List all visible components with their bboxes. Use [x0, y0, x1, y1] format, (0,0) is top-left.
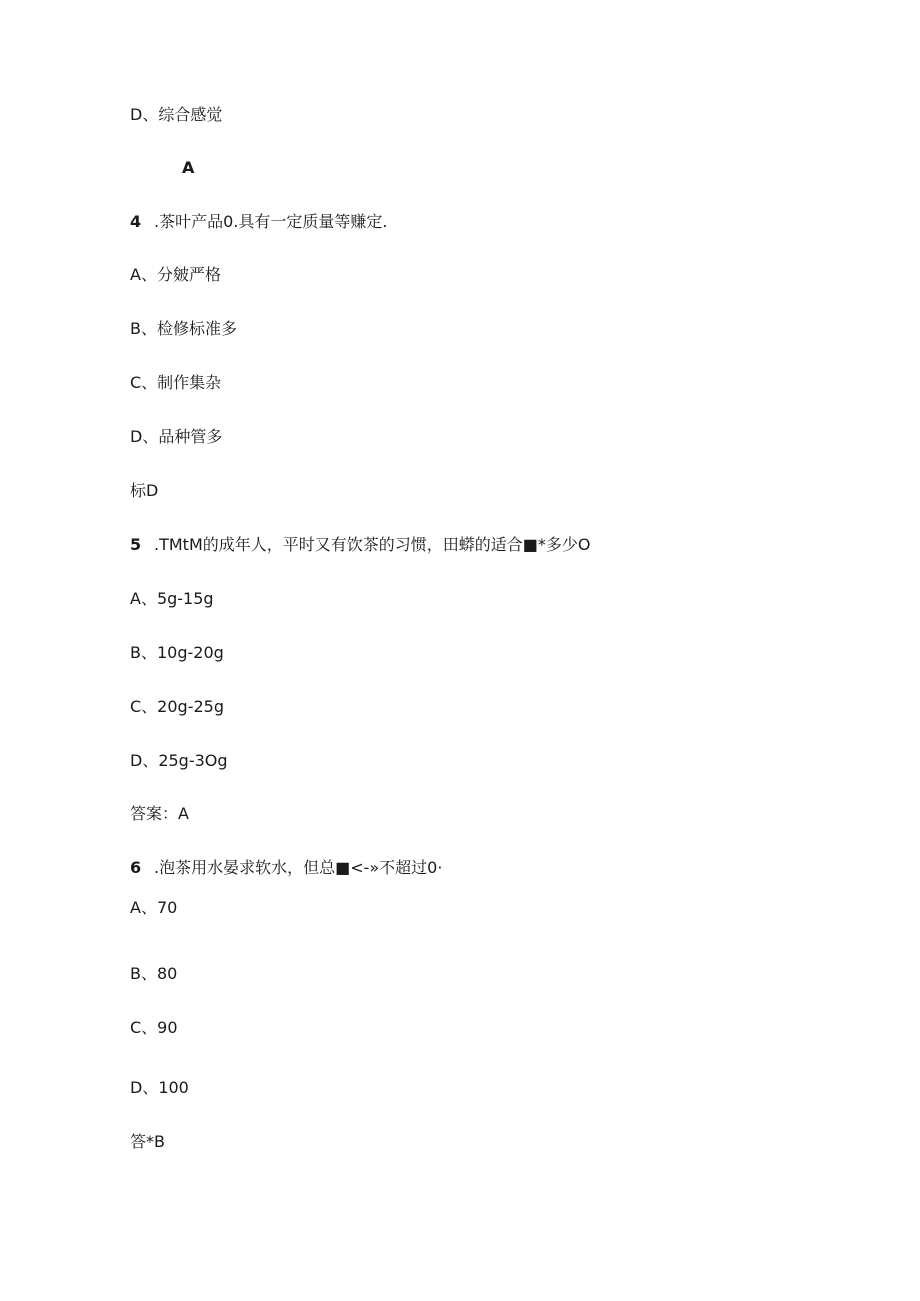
question-stem: .TMtM的成年人，平时又有饮茶的习惯，田蟒的适合■*多少O [154, 535, 591, 554]
q5-option-c: C、20g-25g [130, 697, 224, 716]
q4-option-b: B、检修标准多 [130, 319, 237, 338]
q6-option-d: D、100 [130, 1078, 189, 1097]
q4-answer: 标D [130, 481, 159, 500]
prev-answer: A [182, 158, 195, 177]
question-6 [130, 858, 442, 878]
q4-option-c: C、制作集杂 [130, 373, 222, 392]
question-number: 5 [130, 535, 142, 554]
q5-option-d: D、25g-3Og [130, 751, 228, 770]
question-stem: .泡茶用水晏求软水，但总■<-»不超过0· [154, 858, 443, 877]
q4-option-a: A、分皴严格 [130, 265, 221, 284]
question-4 [130, 212, 387, 232]
question-stem: .茶叶产品0.具有一定质量等赚定. [154, 212, 388, 231]
q6-answer: 答*B [130, 1132, 165, 1151]
q6-option-c: C、90 [130, 1018, 178, 1037]
q5-answer: 答案：A [130, 804, 189, 823]
question-number: 6 [130, 858, 142, 877]
question-5 [130, 535, 590, 555]
question-number: 4 [130, 212, 142, 231]
q6-option-a: A、70 [130, 898, 178, 917]
q5-option-a: A、5g-15g [130, 589, 214, 608]
q4-option-d: D、品种管多 [130, 427, 223, 446]
q5-option-b: B、10g-20g [130, 643, 224, 662]
q6-option-b: B、80 [130, 964, 178, 983]
prev-option-d: D、综合感觉 [130, 105, 223, 124]
